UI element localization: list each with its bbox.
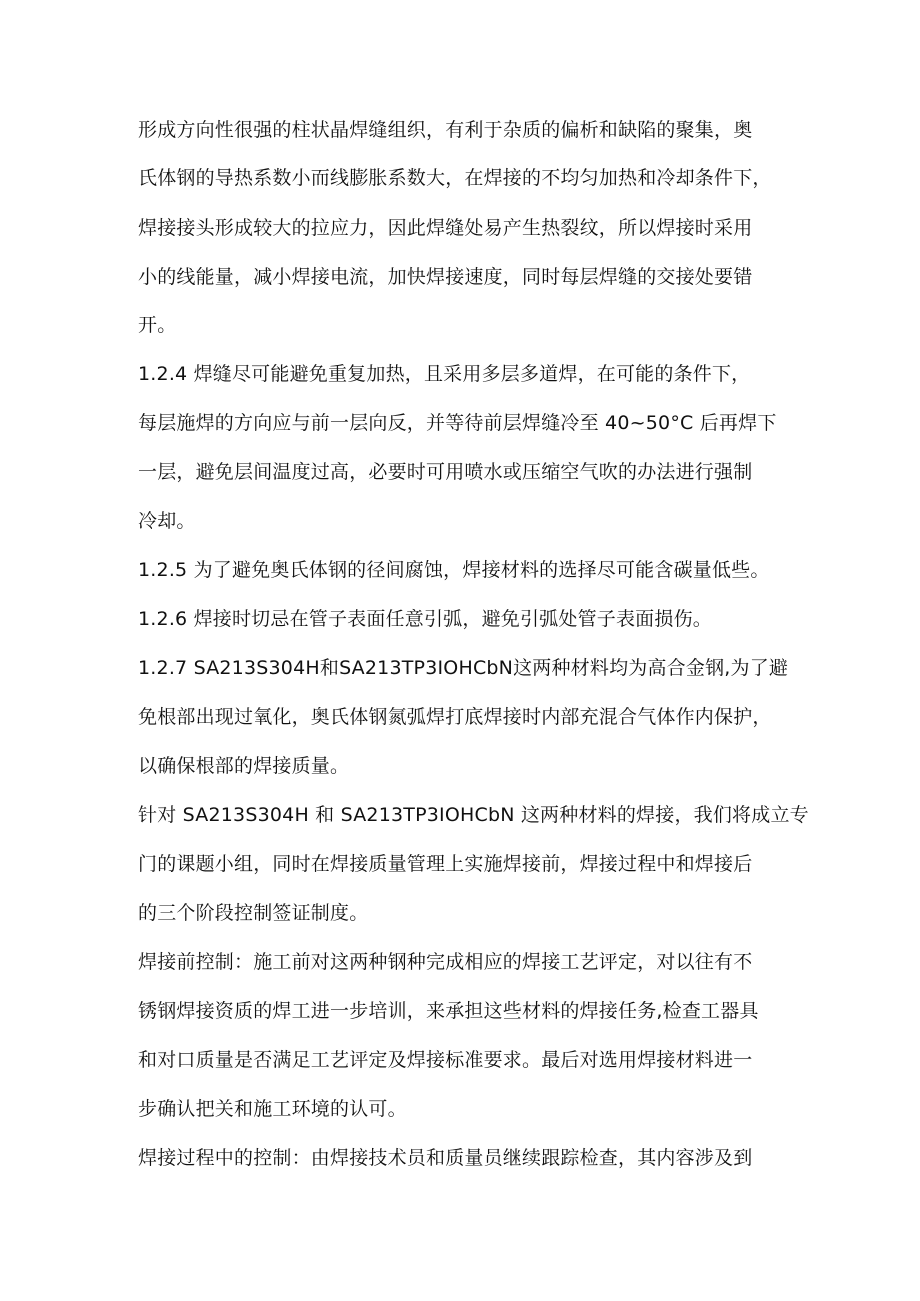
text-line: 氏体钢的导热系数小而线膨胀系数大，在焊接的不均匀加热和冷却条件下， — [138, 167, 772, 189]
text-line: 每层施焊的方向应与前一层向反，并等待前层焊缝冷至 40~50°C 后再焊下 — [138, 412, 777, 434]
text-line: 焊接接头形成较大的拉应力，因此焊缝处易产生热裂纹，所以焊接时采用 — [138, 217, 753, 239]
section-1-2-4: 1.2.4 焊缝尽可能避免重复加热，且采用多层多道焊，在可能的条件下， — [138, 363, 751, 385]
text-line: 冷却。 — [138, 510, 196, 532]
section-1-2-6: 1.2.6 焊接时切忌在管子表面任意引弧，避免引弧处管子表面损伤。 — [138, 608, 712, 630]
text-line: 一层，避免层间温度过高，必要时可用喷水或压缩空气吹的办法进行强制 — [138, 461, 753, 483]
text-line: 门的课题小组，同时在焊接质量管理上实施焊接前，焊接过程中和焊接后 — [138, 853, 753, 875]
text-line: 的三个阶段控制签证制度。 — [138, 902, 369, 924]
section-1-2-5: 1.2.5 为了避免奥氏体钢的径间腐蚀，焊接材料的选择尽可能含碳量低些。 — [138, 559, 770, 581]
text-line: 免根部出现过氧化，奥氏体钢氮弧焊打底焊接时内部充混合气体作内保护， — [138, 706, 772, 728]
text-line: 形成方向性很强的柱状晶焊缝组织，有利于杂质的偏析和缺陷的聚集，奥 — [138, 119, 753, 141]
paragraph-line: 焊接前控制：施工前对这两种钢种完成相应的焊接工艺评定，对以往有不 — [138, 951, 753, 973]
text-line: 锈钢焊接资质的焊工进一步培训，来承担这些材料的焊接任务,检查工器具 — [138, 1000, 759, 1022]
text-line: 开。 — [138, 314, 177, 336]
text-line: 小的线能量，减小焊接电流，加快焊接速度，同时每层焊缝的交接处要错 — [138, 266, 753, 288]
text-line: 以确保根部的焊接质量。 — [138, 755, 350, 777]
paragraph-line: 焊接过程中的控制：由焊接技术员和质量员继续跟踪检查，其内容涉及到 — [138, 1147, 753, 1169]
paragraph-line: 针对 SA213S304H 和 SA213TP3IOHCbN 这两种材料的焊接，我们将成立专 — [138, 804, 809, 826]
section-1-2-7: 1.2.7 SA213S304H和SA213TP3IOHCbN这两种材料均为高合金钢,为了避 — [138, 657, 789, 679]
text-line: 和对口质量是否满足工艺评定及焊接标准要求。最后对选用焊接材料进一 — [138, 1049, 753, 1071]
text-line: 步确认把关和施工环境的认可。 — [138, 1098, 407, 1120]
